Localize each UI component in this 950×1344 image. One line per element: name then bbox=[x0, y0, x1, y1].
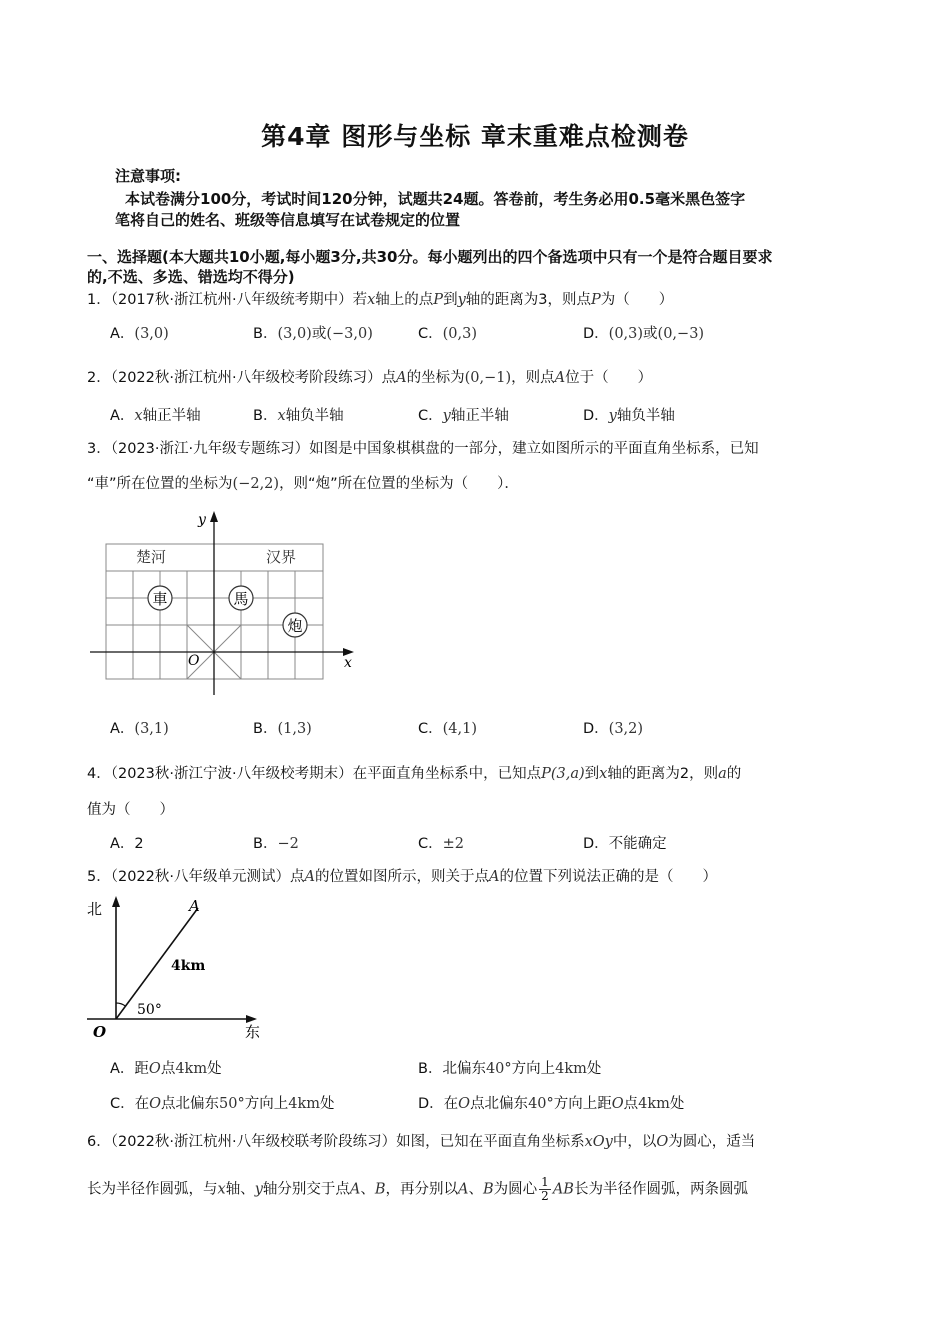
q1-var-p: P bbox=[433, 292, 444, 308]
question-6 bbox=[87, 1130, 755, 1151]
option-label: D． bbox=[583, 721, 609, 737]
east-arrow bbox=[246, 1015, 257, 1023]
q3-text: “車”所在位置的坐标为 bbox=[87, 476, 233, 492]
river-label-left: 楚河 bbox=[136, 548, 167, 566]
option-var: O bbox=[148, 1061, 161, 1077]
q6-source: （2022秋·浙江杭州·八年级校联考阶段练习） bbox=[110, 1134, 397, 1150]
q4-option-a[interactable] bbox=[110, 832, 144, 853]
q1-number: 1． bbox=[87, 292, 111, 308]
option-value: 不能确定 bbox=[608, 836, 667, 852]
option-value: (3,0) bbox=[277, 326, 312, 342]
option-label: C． bbox=[418, 836, 443, 852]
notice-line-2: 笔将自己的姓名、班级等信息填写在试卷规定的位置 bbox=[115, 211, 461, 229]
q6-text: 、 bbox=[360, 1181, 375, 1198]
q6-var-o: O bbox=[656, 1134, 669, 1150]
origin-label: O bbox=[93, 1023, 107, 1041]
fraction-denominator: 2 bbox=[541, 1189, 549, 1203]
option-label: D． bbox=[418, 1096, 444, 1112]
q5-option-b[interactable] bbox=[418, 1057, 601, 1078]
q4-number: 4． bbox=[87, 766, 111, 782]
question-6-line-2 bbox=[87, 1176, 748, 1203]
x-axis-label: x bbox=[344, 655, 352, 671]
option-label: A． bbox=[110, 1061, 135, 1077]
q1-option-d[interactable] bbox=[583, 322, 704, 343]
q4-option-c[interactable] bbox=[418, 832, 464, 853]
option-value: ±2 bbox=[442, 836, 464, 852]
option-value: 轴负半轴 bbox=[616, 408, 675, 424]
option-value: (−3,0) bbox=[326, 326, 373, 342]
question-2 bbox=[87, 366, 652, 387]
option-text: 处 bbox=[207, 1061, 222, 1077]
option-value: 4km bbox=[638, 1096, 670, 1112]
distance-label: 4km bbox=[171, 958, 206, 974]
option-text: 处 bbox=[586, 1061, 602, 1077]
q5-text: 的位置下列说法正确的是（ ） bbox=[499, 869, 717, 885]
q1-option-a[interactable] bbox=[110, 322, 169, 343]
q6-text: 轴、 bbox=[225, 1181, 255, 1198]
option-value: 50° bbox=[219, 1096, 245, 1112]
option-value: −2 bbox=[277, 836, 299, 852]
option-var: y bbox=[608, 408, 617, 424]
option-value: 轴正半轴 bbox=[450, 408, 509, 424]
q2-text: 位于（ ） bbox=[565, 370, 653, 386]
option-value: (0,−3) bbox=[657, 326, 705, 342]
option-label: D． bbox=[583, 836, 609, 852]
q4-point: P(3,a) bbox=[541, 766, 585, 782]
option-value: (4,1) bbox=[442, 721, 477, 737]
q5-text: 点 bbox=[290, 869, 305, 885]
option-label: B． bbox=[253, 836, 278, 852]
north-label: 北 bbox=[87, 900, 103, 918]
option-value: (1,3) bbox=[277, 721, 312, 737]
option-value: 4km bbox=[175, 1061, 208, 1077]
q1-var-y: y bbox=[457, 292, 466, 308]
q4-source: （2023秋·浙江宁波·八年级校考期末） bbox=[110, 766, 353, 782]
q5-text: 的位置如图所示，则关于点 bbox=[314, 869, 489, 885]
fraction-numerator: 1 bbox=[541, 1175, 549, 1189]
option-text: 在 bbox=[443, 1096, 459, 1112]
q2-coord: (0,−1) bbox=[464, 370, 512, 386]
q2-text: ，则点 bbox=[511, 370, 555, 386]
q6-var-b: B bbox=[374, 1181, 386, 1198]
q6-var-a: A bbox=[458, 1181, 469, 1198]
option-label: C． bbox=[110, 1096, 135, 1112]
river-label-right: 汉界 bbox=[266, 548, 297, 566]
option-label: D． bbox=[583, 326, 609, 342]
q6-text: 、 bbox=[468, 1181, 484, 1198]
q6-text: 中，以 bbox=[612, 1134, 657, 1150]
option-value: 轴负半轴 bbox=[285, 408, 344, 424]
q6-var-x: x bbox=[217, 1181, 226, 1198]
option-var: x bbox=[134, 408, 143, 424]
option-label: A． bbox=[110, 721, 135, 737]
q5-option-c[interactable] bbox=[110, 1092, 334, 1113]
direction-figure bbox=[85, 893, 275, 1045]
q1-option-b[interactable] bbox=[253, 322, 373, 343]
q4-text: 轴的距离为2，则 bbox=[607, 766, 719, 782]
option-text: 点北偏东 bbox=[161, 1096, 220, 1112]
q4-text: 在平面直角坐标系中，已知点 bbox=[352, 766, 542, 782]
q2-option-b[interactable] bbox=[253, 404, 344, 425]
option-value: 4km bbox=[555, 1061, 587, 1077]
q6-fraction bbox=[539, 1176, 551, 1203]
section1-line-1: 一、选择题(本大题共10小题,每小题3分,共30分。每小题列出的四个备选项中只有一个是符合题目要求 bbox=[87, 248, 773, 266]
option-value: 2 bbox=[134, 836, 144, 852]
q5-source: （2022秋·八年级单元测试） bbox=[110, 869, 290, 885]
option-label: A． bbox=[110, 836, 135, 852]
option-value: 轴正半轴 bbox=[142, 408, 201, 424]
q2-option-c[interactable] bbox=[418, 404, 509, 425]
option-label: C． bbox=[418, 326, 443, 342]
option-value: (3,1) bbox=[134, 721, 169, 737]
q3-option-c[interactable] bbox=[418, 717, 477, 738]
q1-source: （2017秋·浙江杭州·八年级统考期中） bbox=[110, 292, 353, 308]
origin-label: O bbox=[188, 653, 200, 669]
q3-number: 3． bbox=[87, 441, 111, 457]
option-text: 在 bbox=[134, 1096, 150, 1112]
option-value: (3,0) bbox=[134, 326, 169, 342]
north-arrow bbox=[112, 896, 120, 907]
q3-text: 如图是中国象棋棋盘的一部分，建立如图所示的平面直角坐标系，已知 bbox=[309, 441, 759, 457]
option-var: O bbox=[611, 1096, 624, 1112]
y-axis-arrow bbox=[210, 511, 218, 522]
option-text: 方向上 bbox=[244, 1096, 289, 1112]
q5-option-a[interactable] bbox=[110, 1057, 222, 1078]
option-text: 点 bbox=[623, 1096, 639, 1112]
option-text: 点北偏东 bbox=[470, 1096, 529, 1112]
option-label: B． bbox=[253, 408, 278, 424]
option-label: C． bbox=[418, 721, 443, 737]
q2-text: 的坐标为 bbox=[406, 370, 465, 386]
option-value: 40° bbox=[485, 1061, 512, 1077]
option-label: A． bbox=[110, 408, 135, 424]
q6-var-xoy: xOy bbox=[584, 1134, 613, 1150]
q6-text: 长为半径作圆弧，与 bbox=[87, 1181, 218, 1198]
option-label: B． bbox=[253, 721, 278, 737]
q3-option-d[interactable] bbox=[583, 717, 643, 738]
angle-label: 50° bbox=[137, 1002, 162, 1018]
east-label: 东 bbox=[245, 1023, 261, 1041]
q6-text: 为圆心，适当 bbox=[668, 1134, 756, 1150]
section1-line-2: 的,不选、多选、错选均不得分) bbox=[87, 268, 295, 286]
q3-coord: (−2,2) bbox=[232, 476, 280, 492]
q6-var-a: A bbox=[349, 1181, 361, 1198]
q1-text: 为（ ） bbox=[600, 292, 674, 308]
q5-option-d[interactable] bbox=[418, 1092, 684, 1113]
q4-option-b[interactable] bbox=[253, 832, 299, 853]
question-5 bbox=[87, 865, 717, 886]
q3-option-a[interactable] bbox=[110, 717, 169, 738]
chess-piece-ma-label: 馬 bbox=[233, 590, 249, 608]
option-text: 北偏东 bbox=[442, 1061, 486, 1077]
q4-var-a: a bbox=[718, 766, 727, 782]
q1-option-c[interactable] bbox=[418, 322, 477, 343]
question-3-line-2 bbox=[87, 472, 519, 493]
q3-source: （2023·浙江·九年级专题练习） bbox=[110, 441, 310, 457]
option-var: O bbox=[149, 1096, 162, 1112]
chess-piece-pao-label: 炮 bbox=[287, 617, 303, 635]
option-value: (3,2) bbox=[608, 721, 644, 737]
q3-option-b[interactable] bbox=[253, 717, 312, 738]
q1-var-p: P bbox=[591, 292, 601, 308]
option-var: x bbox=[277, 408, 286, 424]
q1-text: 轴上的点 bbox=[375, 292, 434, 308]
q5-var-a: A bbox=[304, 869, 315, 885]
q6-var-y: y bbox=[254, 1181, 263, 1198]
page-title: 第4章 图形与坐标 章末重难点检测卷 bbox=[261, 122, 689, 151]
option-or: 或 bbox=[311, 326, 327, 342]
option-value: 40° bbox=[528, 1096, 554, 1112]
q6-var-ab: AB bbox=[552, 1181, 574, 1198]
q4-text: 的 bbox=[726, 766, 742, 782]
option-value: (0,3) bbox=[608, 326, 644, 342]
angle-arc bbox=[116, 1003, 126, 1006]
q2-var-a: A bbox=[396, 370, 407, 386]
option-text: 处 bbox=[319, 1096, 335, 1112]
q4-var-x: x bbox=[599, 766, 608, 782]
q1-text: 若 bbox=[352, 292, 368, 308]
option-value: 4km bbox=[288, 1096, 320, 1112]
question-3 bbox=[87, 437, 759, 458]
option-label: B． bbox=[418, 1061, 443, 1077]
option-value: (0,3) bbox=[442, 326, 477, 342]
q1-text: 轴的距离为3，则点 bbox=[465, 292, 591, 308]
q6-text: 如图，已知在平面直角坐标系 bbox=[396, 1134, 585, 1150]
option-text: 距 bbox=[134, 1061, 149, 1077]
q6-text: ，再分别以 bbox=[385, 1181, 459, 1198]
option-label: A． bbox=[110, 326, 135, 342]
chessboard-figure bbox=[80, 505, 370, 700]
option-var: O bbox=[458, 1096, 471, 1112]
q6-text: 轴分别交于点 bbox=[262, 1181, 350, 1198]
q4-option-d[interactable] bbox=[583, 832, 667, 853]
option-or: 或 bbox=[643, 326, 658, 342]
question-4-line-2: 值为（ ） bbox=[87, 802, 174, 818]
option-label: B． bbox=[253, 326, 278, 342]
option-var: y bbox=[442, 408, 451, 424]
option-text: 方向上 bbox=[511, 1061, 556, 1077]
question-4 bbox=[87, 762, 741, 783]
q2-text: 点 bbox=[381, 370, 397, 386]
notice-line-1: 本试卷满分100分，考试时间120分钟，试题共24题。答卷前，考生务必用0.5毫米黑色签字 bbox=[125, 190, 746, 208]
q6-var-b: B bbox=[483, 1181, 494, 1198]
point-a-label: A bbox=[189, 897, 200, 915]
q3-text: ，则“炮”所在位置的坐标为（ ）． bbox=[279, 476, 519, 492]
q2-source: （2022秋·浙江杭州·八年级校考阶段练习） bbox=[110, 370, 382, 386]
chess-piece-che-label: 車 bbox=[152, 590, 168, 608]
question-1 bbox=[87, 288, 673, 309]
q4-text: 到 bbox=[584, 766, 600, 782]
option-text: 点 bbox=[160, 1061, 176, 1077]
q5-var-a: A bbox=[488, 869, 500, 885]
option-text: 处 bbox=[669, 1096, 685, 1112]
q6-text: 为圆心 bbox=[493, 1181, 538, 1198]
option-text: 方向上距 bbox=[553, 1096, 612, 1112]
q2-option-d[interactable] bbox=[583, 404, 675, 425]
q5-number: 5． bbox=[87, 869, 111, 885]
q1-var-x: x bbox=[367, 292, 376, 308]
y-axis-label: y bbox=[198, 512, 206, 528]
q2-option-a[interactable] bbox=[110, 404, 201, 425]
option-label: D． bbox=[583, 408, 609, 424]
q6-number: 6． bbox=[87, 1134, 111, 1150]
notice-heading: 注意事项: bbox=[115, 167, 181, 185]
q2-number: 2． bbox=[87, 370, 111, 386]
q1-text: 到 bbox=[443, 292, 458, 308]
q6-text: 长为半径作圆弧，两条圆弧 bbox=[573, 1181, 748, 1198]
option-label: C． bbox=[418, 408, 443, 424]
q2-var-a: A bbox=[554, 370, 566, 386]
